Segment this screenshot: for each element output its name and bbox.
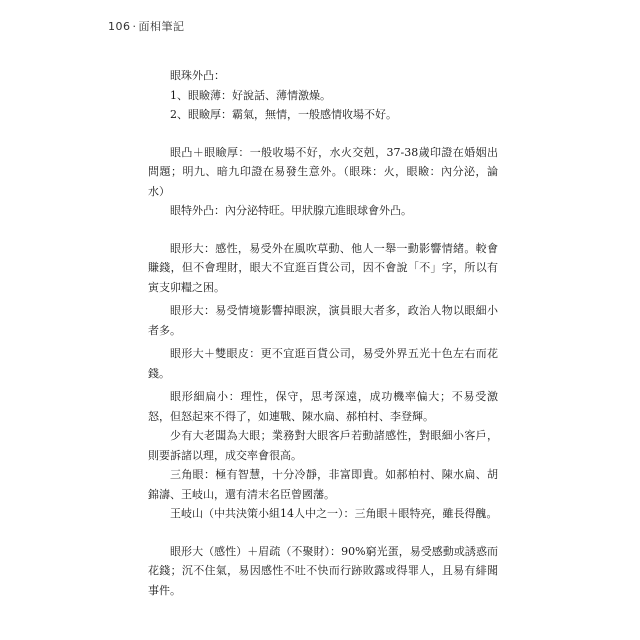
paragraph-large-eyes-tears: 眼形大：易受情境影響掉眼淚，演員眼大者多，政治人物以眼細小者多。 <box>148 304 498 337</box>
running-header <box>108 18 185 34</box>
section-gap <box>148 125 498 143</box>
section-gap <box>148 221 498 239</box>
paragraph-large-eyes-sparse-brows: 眼形大（感性）＋眉疏（不聚財）：90%窮光蛋，易受感動或誘惑而花錢；沉不住氣，易因感性不吐不快而行跡敗露或得罪人，且易有緋聞事件。 <box>148 544 498 597</box>
header-separator: · <box>132 20 137 33</box>
paragraph-large-eyes-double-eyelid: 眼形大＋雙眼皮：更不宜逛百貨公司，易受外界五光十色左右而花錢。 <box>148 347 498 380</box>
paragraph-eye-protruding-heading: 眼珠外凸： <box>170 69 225 82</box>
paragraph-small-narrow-eyes: 眼形細扁小：理性，保守，思考深遠，成功機率偏大；不易受激怒，但怒起來不得了，如連戰、陳水扁、郝柏村、李登輝。 <box>148 390 498 423</box>
paragraph-thin-eyelid: 1、眼瞼薄：好說話、薄情激燥。 <box>170 88 331 102</box>
paragraph-bosses-eyes: 少有大老闆為大眼；業務對大眼客戶若動諸感性，對眼細小客戶，則要訴諸以理，成交率會很高。 <box>148 429 498 462</box>
page-body <box>148 66 498 600</box>
paragraph-triangle-eyes: 三角眼：極有智慧，十分冷靜，非富即貴。如郝柏村、陳水扁、胡錦濤、王岐山，還有清末名臣曾國藩。 <box>148 468 498 501</box>
paragraph-extra-protruding: 眼特外凸：內分泌特旺。甲狀腺亢進眼球會外凸。 <box>170 204 412 217</box>
section-gap <box>148 524 498 542</box>
paragraph-large-eyes-emotional: 眼形大：感性，易受外在風吹草動、他人一舉一動影響情緒。較會賺錢，但不會理財，眼大不宜逛百貨公司，因不會說「不」字，所以有寅支卯糧之困。 <box>148 241 498 294</box>
paragraph-protruding-thick-eyelid: 眼凸＋眼瞼厚：一般收場不好，水火交剋，37-38歲印證在婚姻出問題；明九、暗九印證在易發生意外。（眼珠：火，眼瞼：內分泌，論水） <box>148 145 498 198</box>
page-number: 106 <box>108 20 131 33</box>
paragraph-thick-eyelid: 2、眼瞼厚：霸氣，無情，一般感情收場不好。 <box>170 108 397 121</box>
book-title: 面相筆記 <box>138 20 185 33</box>
paragraph-wang-qishan: 王岐山（中共決策小組14人中之一）：三角眼＋眼特亮，雖長得醜。 <box>170 507 498 520</box>
